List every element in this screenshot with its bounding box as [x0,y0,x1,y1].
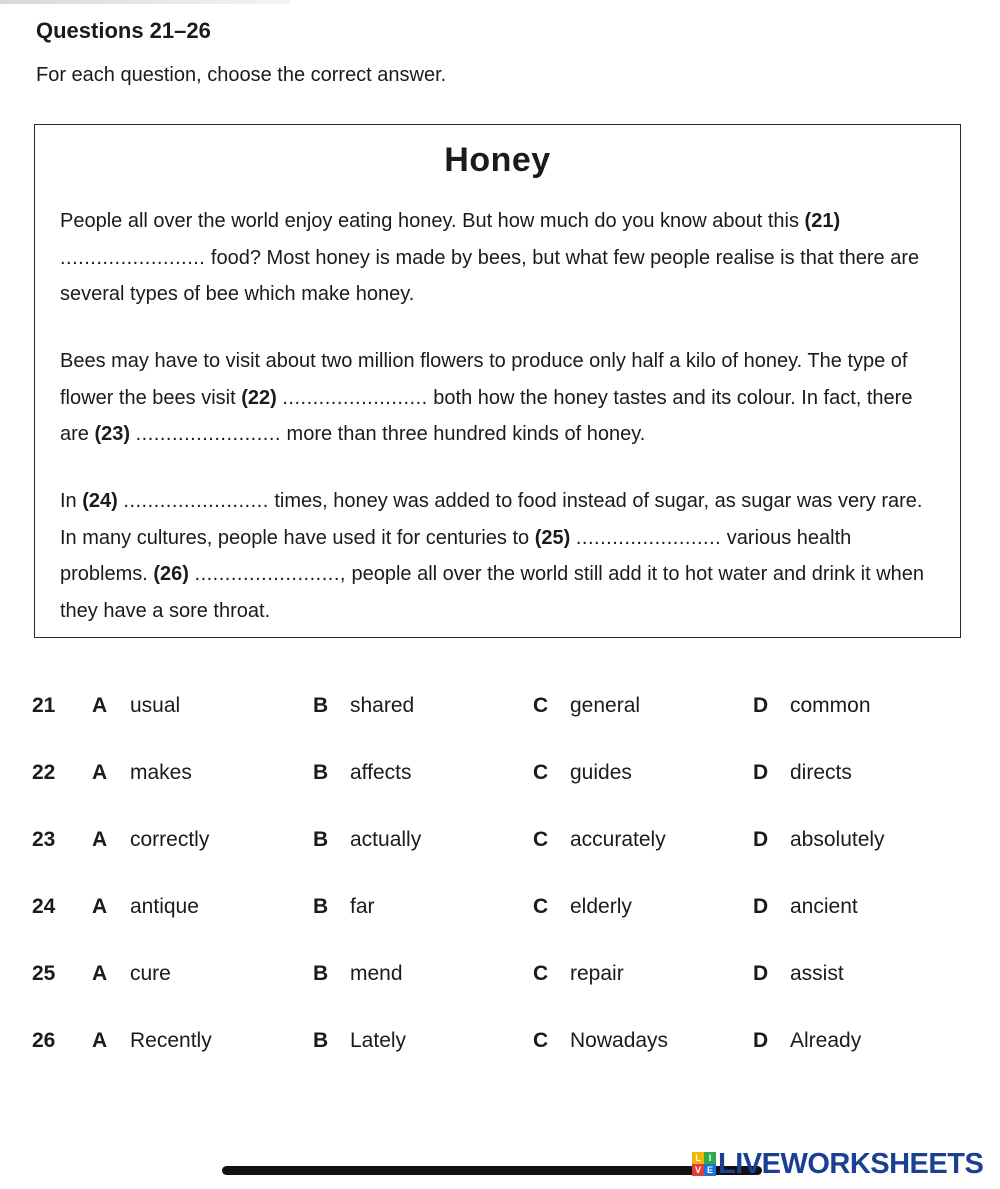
option-25-a[interactable]: cure [130,962,171,985]
passage-title: Honey [444,141,551,179]
gap-number-22: (22) [241,386,277,409]
paragraph-text: food? Most honey is made by bees, but what few people realise is that there are several types of bee which make honey. [60,246,920,305]
option-24-a[interactable]: antique [130,895,199,918]
paragraph-text: People all over the world enjoy eating honey. But how much do you know about this [60,210,799,232]
question-number: 26 [32,1029,56,1052]
option-letter-a: A [92,761,108,784]
question-row-25 [0,954,1000,994]
option-letter-c: C [533,694,549,717]
option-letter-d: D [753,962,769,985]
option-letter-a: A [92,962,108,985]
gap-number-26: (26) [153,563,189,585]
option-21-a[interactable]: usual [130,694,181,717]
option-23-d[interactable]: absolutely [790,828,885,851]
paragraph-3 [60,483,940,629]
option-letter-c: C [533,828,549,851]
option-letter-c: C [533,761,549,784]
option-letter-d: D [753,1029,769,1052]
answer-gap-26[interactable]: ........................, [194,563,346,585]
paragraph-2 [60,343,940,453]
option-25-b[interactable]: mend [350,962,403,985]
answer-gap-25[interactable]: ........................ [575,526,722,549]
option-26-b[interactable]: Lately [350,1029,407,1052]
question-row-22 [0,753,1000,793]
question-number: 22 [32,761,56,784]
question-row-24 [0,887,1000,927]
option-25-d[interactable]: assist [790,962,844,985]
paragraph-text: various health problems. [60,526,852,585]
paragraph-text: times, honey was added to food instead of sugar, as sugar was very rare. In many cultures, people have used it for centuries to [60,490,923,549]
logo-tile-e: E [704,1164,716,1176]
option-letter-b: B [313,761,329,784]
logo-tile-v: V [692,1164,704,1176]
top-edge-shade [0,0,290,4]
option-24-b[interactable]: far [350,895,375,918]
gap-number-24: (24) [82,490,118,512]
question-row-21 [0,686,1000,726]
question-number: 23 [32,828,56,851]
option-letter-b: B [313,694,329,717]
option-letter-b: B [313,828,329,851]
answer-gap-23[interactable]: ........................ [135,423,281,445]
paragraph-text: In [60,490,77,512]
option-21-d[interactable]: common [790,694,871,717]
paragraph-text: Bees may have to visit about two million flowers to produce only half a kilo of honey. The type of flower the bees visit [60,350,908,409]
option-22-c[interactable]: guides [570,761,632,784]
logo-tile-l: L [692,1152,704,1164]
option-letter-d: D [753,828,769,851]
gap-number-23: (23) [94,423,131,445]
option-letter-a: A [92,895,108,918]
option-22-d[interactable]: directs [790,761,852,784]
option-26-c[interactable]: Nowadays [570,1029,669,1052]
question-row-26 [0,1021,1000,1061]
option-letter-a: A [92,1029,108,1052]
question-number: 21 [32,694,56,717]
option-23-a[interactable]: correctly [130,828,210,851]
brand-name: LIVEWORKSHEETS [718,1147,984,1180]
option-letter-a: A [92,828,108,851]
paragraph-text: both how the honey tastes and its colour. In fact, there are [60,386,913,445]
answer-gap-24[interactable]: ........................ [123,490,269,512]
option-26-a[interactable]: Recently [130,1029,212,1052]
paragraph-text: people all over the world still add it to hot water and drink it when they have a sore throat. [60,563,925,622]
question-number: 25 [32,962,56,985]
option-24-c[interactable]: elderly [570,895,632,918]
option-letter-a: A [92,694,108,717]
option-21-b[interactable]: shared [350,694,415,717]
option-24-d[interactable]: ancient [790,895,858,918]
option-23-c[interactable]: accurately [570,828,666,851]
option-letter-b: B [313,962,329,985]
logo-tile-i: I [704,1152,716,1164]
brand-logo-icon [692,1152,716,1176]
option-letter-d: D [753,895,769,918]
option-letter-d: D [753,694,769,717]
option-letter-c: C [533,962,549,985]
paragraph-1 [60,203,940,313]
question-row-23 [0,820,1000,860]
option-21-c[interactable]: general [570,694,641,717]
option-letter-c: C [533,895,549,918]
gap-number-25: (25) [534,526,571,549]
option-letter-b: B [313,1029,329,1052]
passage-box [34,124,961,638]
answer-gap-21[interactable]: ........................ [60,246,206,269]
option-25-c[interactable]: repair [570,962,624,985]
answer-gap-22[interactable]: ........................ [282,386,428,409]
gap-number-21: (21) [804,210,841,232]
option-letter-b: B [313,895,329,918]
option-26-d[interactable]: Already [790,1029,862,1052]
scroll-indicator[interactable] [222,1166,762,1175]
option-23-b[interactable]: actually [350,828,422,851]
liveworksheets-brand[interactable] [692,1149,983,1179]
option-letter-d: D [753,761,769,784]
option-letter-c: C [533,1029,549,1052]
instruction-text: For each question, choose the correct answer. [36,64,447,86]
question-number: 24 [32,895,56,918]
option-22-a[interactable]: makes [130,761,192,784]
option-22-b[interactable]: affects [350,761,412,784]
section-heading: Questions 21–26 [36,18,211,43]
paragraph-text: more than three hundred kinds of honey. [286,423,646,445]
